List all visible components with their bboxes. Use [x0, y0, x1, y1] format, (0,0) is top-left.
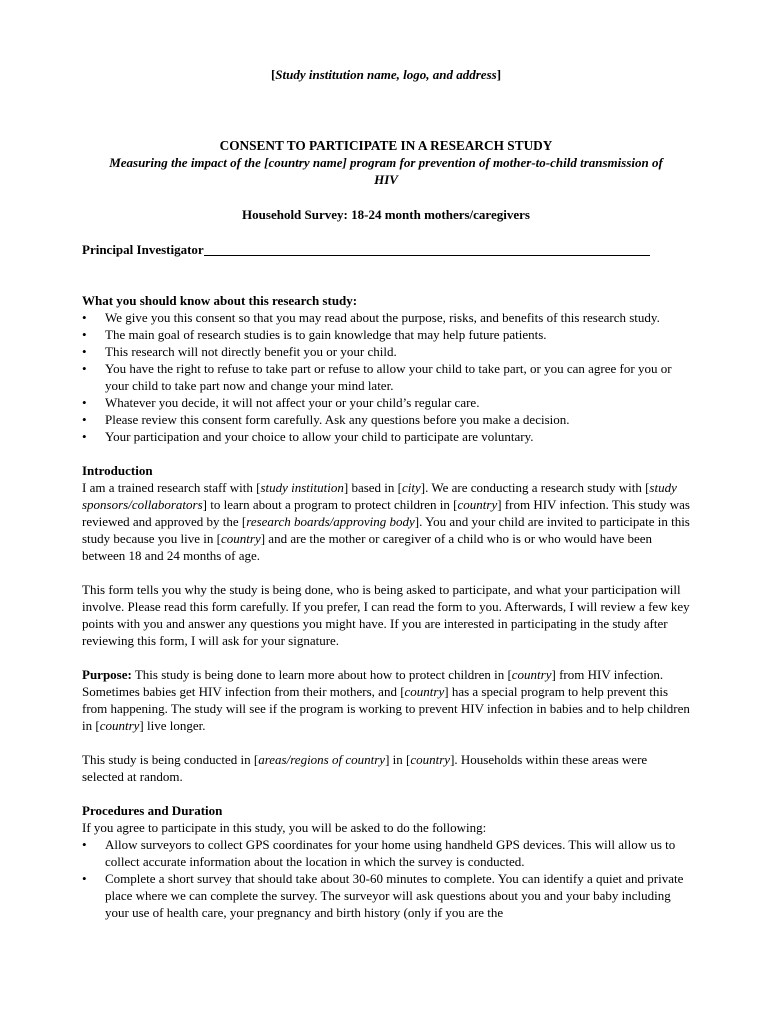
list-item [82, 870, 690, 921]
list-item-text: Your participation and your choice to allow your child to participate are voluntary. [105, 429, 534, 444]
introduction-paragraph [82, 479, 690, 564]
list-item [82, 411, 690, 428]
know-list [82, 309, 690, 445]
purpose-section [82, 666, 690, 734]
bullet-icon: • [82, 871, 87, 886]
form-explanation-paragraph: This form tells you why the study is being done, who is being asked to participate, and what your participation will involve. Please read this form carefully. If you prefer, I can read the form to you. Afterwards, I will review a few key points with you and answer any questions you might have. If you are interested in participating in the study after reviewing this form, I will ask for your signature. [82, 582, 690, 648]
placeholder-text: country [99, 718, 140, 733]
principal-investigator-row [82, 241, 690, 258]
text-run: ]. You and your child are invited to participate in this study because you live in [ [82, 514, 690, 546]
bullet-icon: • [82, 327, 87, 342]
placeholder-text: areas/regions of country [258, 752, 386, 767]
regions-paragraph [82, 751, 690, 785]
institution-text: Study institution name, logo, and address [275, 67, 497, 82]
bullet-icon: • [82, 429, 87, 444]
placeholder-text: country [221, 531, 261, 546]
list-item-text: The main goal of research studies is to gain knowledge that may help future patients. [105, 327, 547, 342]
regions-section [82, 751, 690, 785]
procedures-list [82, 836, 690, 921]
principal-investigator-label: Principal Investigator [82, 242, 204, 257]
bullet-icon: • [82, 395, 87, 410]
list-item [82, 360, 690, 394]
list-item-text: Whatever you decide, it will not affect your or your child’s regular care. [105, 395, 480, 410]
procedures-intro: If you agree to participate in this study, you will be asked to do the following: [82, 820, 487, 835]
consent-title: CONSENT TO PARTICIPATE IN A RESEARCH STUDY [219, 138, 553, 153]
list-item [82, 309, 690, 326]
text-run: This study is being conducted in [ [82, 752, 259, 767]
purpose-label: Purpose: [82, 667, 132, 682]
placeholder-text: study institution [260, 480, 344, 495]
text-run: ] live longer. [139, 718, 206, 733]
list-item-text: This research will not directly benefit you or your child. [105, 344, 397, 359]
bullet-icon: • [82, 310, 87, 325]
principal-investigator-blank-line [204, 241, 650, 256]
text-run: ] based in [ [343, 480, 402, 495]
text-run: ] in [ [385, 752, 411, 767]
bullet-icon: • [82, 412, 87, 427]
placeholder-text: country [410, 752, 451, 767]
text-run: ] has a special program to help prevent this from happening. The study will see if the program is working to prevent HIV infection in babies and to help children in [ [82, 684, 690, 733]
text-run: I am a trained research staff with [ [82, 480, 261, 495]
bullet-icon: • [82, 361, 87, 376]
institution-close-bracket: ] [496, 67, 502, 82]
study-subtitle: Measuring the impact of the [country name] program for prevention of mother-to-child transmission of HIV [109, 155, 663, 187]
institution-open-bracket: [ [270, 67, 276, 82]
placeholder-text: study sponsors/collaborators [82, 480, 677, 512]
text-run: ] to learn about a program to protect children in [ [202, 497, 458, 512]
list-item [82, 836, 690, 870]
list-item-text: Complete a short survey that should take about 30-60 minutes to complete. You can identify a quiet and private place where we can complete the survey. The surveyor will ask questions about you and your baby including your use of health care, your pregnancy and birth history (only if you are the [105, 871, 684, 920]
text-run: ] from HIV infection. Sometimes babies get HIV infection from their mothers, and [ [82, 667, 664, 699]
text-run: This study is being done to learn more about how to protect children in [ [131, 667, 512, 682]
placeholder-text: country [404, 684, 445, 699]
bullet-icon: • [82, 344, 87, 359]
text-run: ] from HIV infection. This study was reviewed and approved by the [ [82, 497, 690, 529]
survey-title: Household Survey: 18-24 month mothers/caregivers [242, 207, 530, 222]
bullet-icon: • [82, 837, 87, 852]
placeholder-text: country [511, 667, 552, 682]
procedures-heading: Procedures and Duration [82, 803, 223, 818]
know-heading: What you should know about this research study: [82, 293, 358, 308]
list-item-text: We give you this consent so that you may read about the purpose, risks, and benefits of this research study. [105, 310, 660, 325]
text-run: ]. We are conducting a research study with [ [420, 480, 650, 495]
placeholder-text: city [401, 480, 421, 495]
placeholder-text: country [457, 497, 498, 512]
purpose-paragraph [82, 666, 690, 734]
list-item-text: Allow surveyors to collect GPS coordinates for your home using handheld GPS devices. This will allow us to collect accurate information about the location in which the survey is conducted. [105, 837, 676, 869]
institution-placeholder [82, 66, 690, 83]
text-run: ]. Households within these areas were selected at random. [82, 752, 648, 784]
list-item [82, 343, 690, 360]
consent-document [82, 64, 690, 921]
list-item [82, 394, 690, 411]
introduction-section [82, 462, 690, 564]
list-item-text: Please review this consent form carefully. Ask any questions before you make a decision. [105, 412, 570, 427]
list-item [82, 326, 690, 343]
introduction-heading: Introduction [82, 463, 153, 478]
procedures-section [82, 802, 690, 921]
list-item [82, 428, 690, 445]
form-explanation-section [82, 581, 690, 649]
list-item-text: You have the right to refuse to take part or refuse to allow your child to take part, or you can agree for you or your child to take part now and change your mind later. [105, 361, 672, 393]
text-run: ] and are the mother or caregiver of a child who is or who would have been between 18 and 24 months of age. [82, 531, 653, 563]
placeholder-text: research boards/approving body [246, 514, 415, 529]
